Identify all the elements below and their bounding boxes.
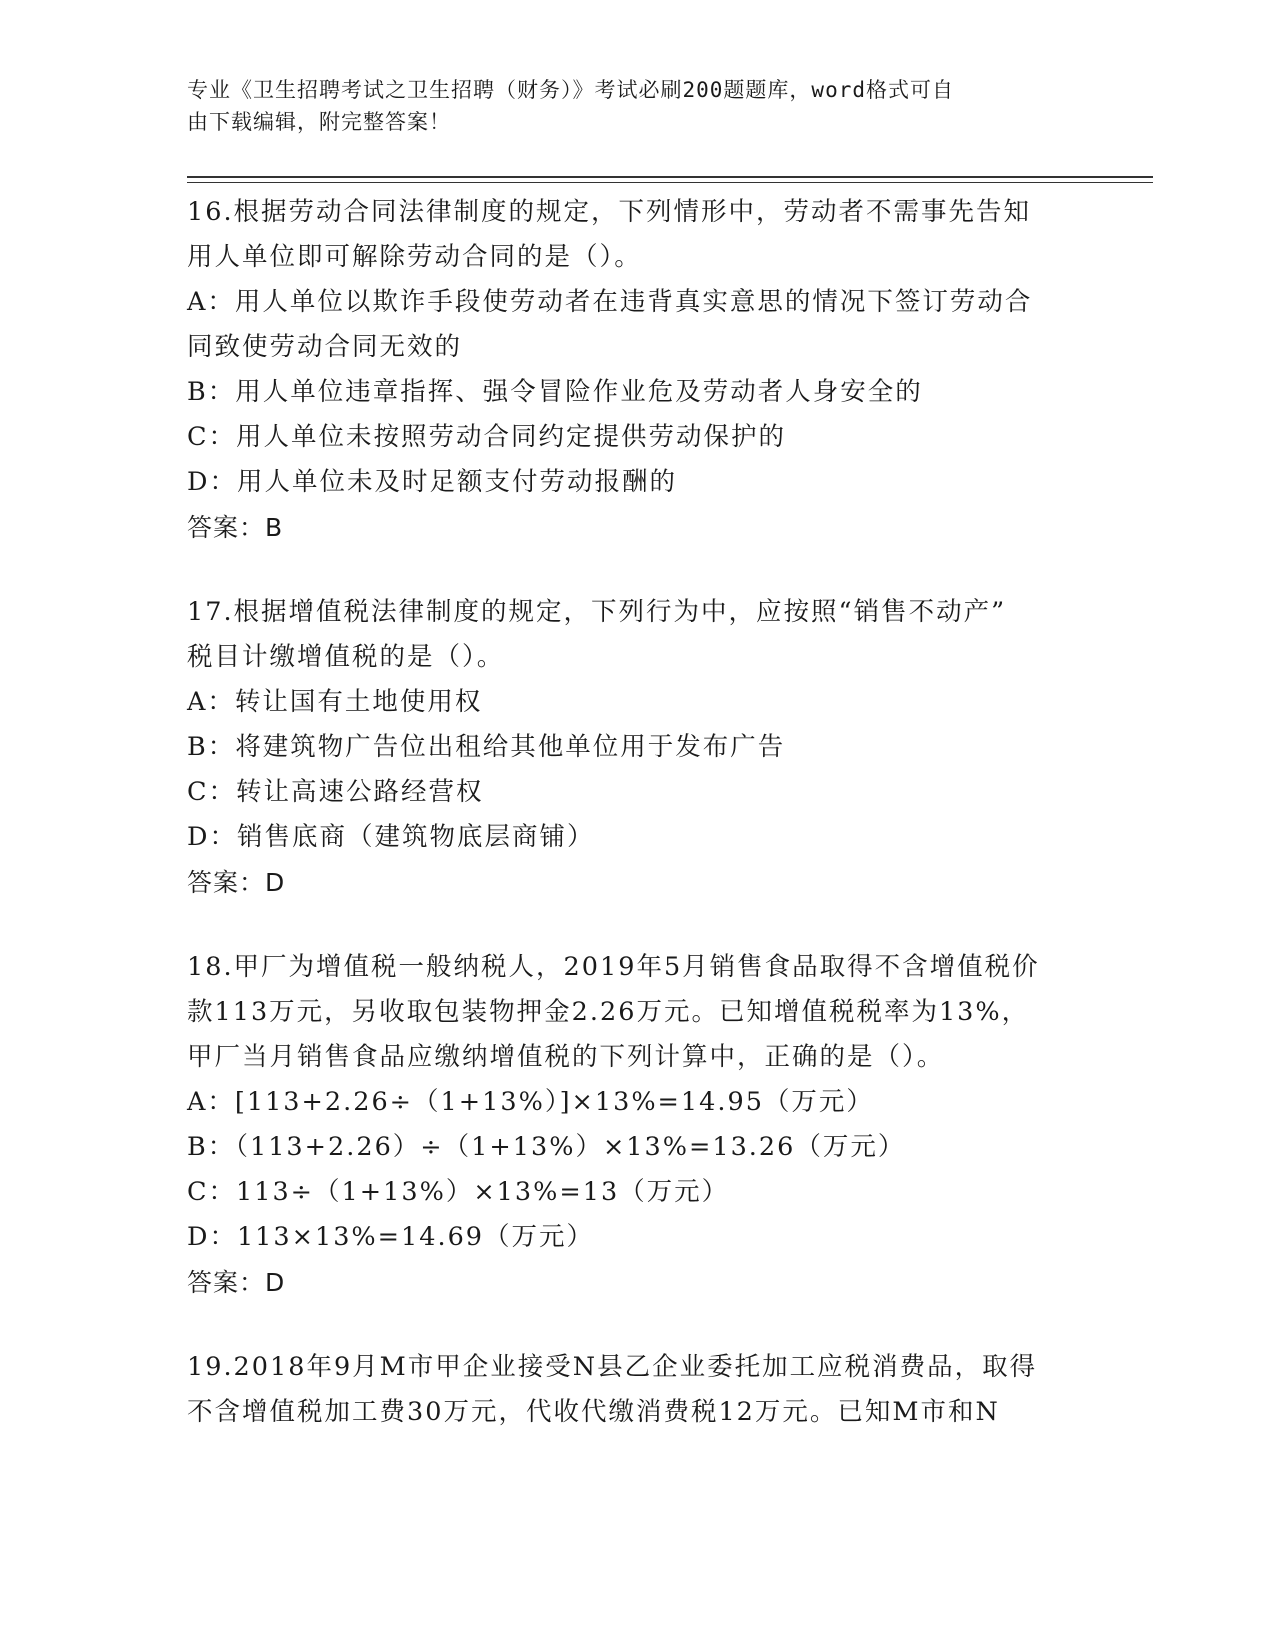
question-17 (187, 590, 1087, 905)
question-stem: 甲厂当月销售食品应缴纳增值税的下列计算中，正确的是（）。 (187, 1042, 945, 1072)
question-stem: 用人单位即可解除劳动合同的是（）。 (187, 242, 642, 272)
option-b: B：用人单位违章指挥、强令冒险作业危及劳动者人身安全的 (187, 377, 923, 407)
header-divider (187, 176, 1153, 178)
option-d: D：113×13%=14.69（万元） (187, 1222, 595, 1252)
answer: 答案：D (187, 868, 286, 897)
answer: 答案：B (187, 513, 284, 542)
option-d: D：销售底商（建筑物底层商铺） (187, 822, 595, 852)
option-a: A：转让国有土地使用权 (187, 687, 483, 717)
answer: 答案：D (187, 1268, 286, 1297)
question-stem: 不含增值税加工费30万元，代收代缴消费税12万元。已知M市和N (187, 1397, 1000, 1427)
question-stem: 税目计缴增值税的是（）。 (187, 642, 505, 672)
option-a: A：用人单位以欺诈手段使劳动者在违背真实意思的情况下签订劳动合 (187, 287, 1033, 317)
question-stem: 款113万元，另收取包装物押金2.26万元。已知增值税税率为13%， (187, 997, 1030, 1027)
option-b: B：（113+2.26）÷（1+13%）×13%=13.26（万元） (187, 1132, 906, 1162)
question-16 (187, 190, 1087, 550)
question-stem: 18.甲厂为增值税一般纳税人，2019年5月销售食品取得不含增值税价 (187, 952, 1040, 982)
header-divider-thin (187, 182, 1153, 183)
header-line: 专业《卫生招聘考试之卫生招聘（财务）》考试必刷200题题库，word格式可自 (187, 78, 954, 102)
question-stem: 16.根据劳动合同法律制度的规定，下列情形中，劳动者不需事先告知 (187, 197, 1032, 227)
option-a-cont: 同致使劳动合同无效的 (187, 332, 463, 362)
option-b: B：将建筑物广告位出租给其他单位用于发布广告 (187, 732, 786, 762)
question-18 (187, 945, 1087, 1305)
option-c: C：用人单位未按照劳动合同约定提供劳动保护的 (187, 422, 787, 452)
question-19 (187, 1345, 1087, 1435)
option-a: A：[113+2.26÷（1+13%）]×13%=14.95（万元） (187, 1087, 874, 1117)
question-stem: 17.根据增值税法律制度的规定，下列行为中，应按照“销售不动产” (187, 597, 1007, 627)
question-list (187, 190, 1087, 1475)
option-c: C：113÷（1+13%）×13%=13（万元） (187, 1177, 730, 1207)
document-header (187, 74, 1067, 138)
option-c: C：转让高速公路经营权 (187, 777, 484, 807)
option-d: D：用人单位未及时足额支付劳动报酬的 (187, 467, 677, 497)
question-stem: 19.2018年9月M市甲企业接受N县乙企业委托加工应税消费品，取得 (187, 1352, 1038, 1382)
header-line: 由下载编辑，附完整答案！ (187, 110, 451, 134)
